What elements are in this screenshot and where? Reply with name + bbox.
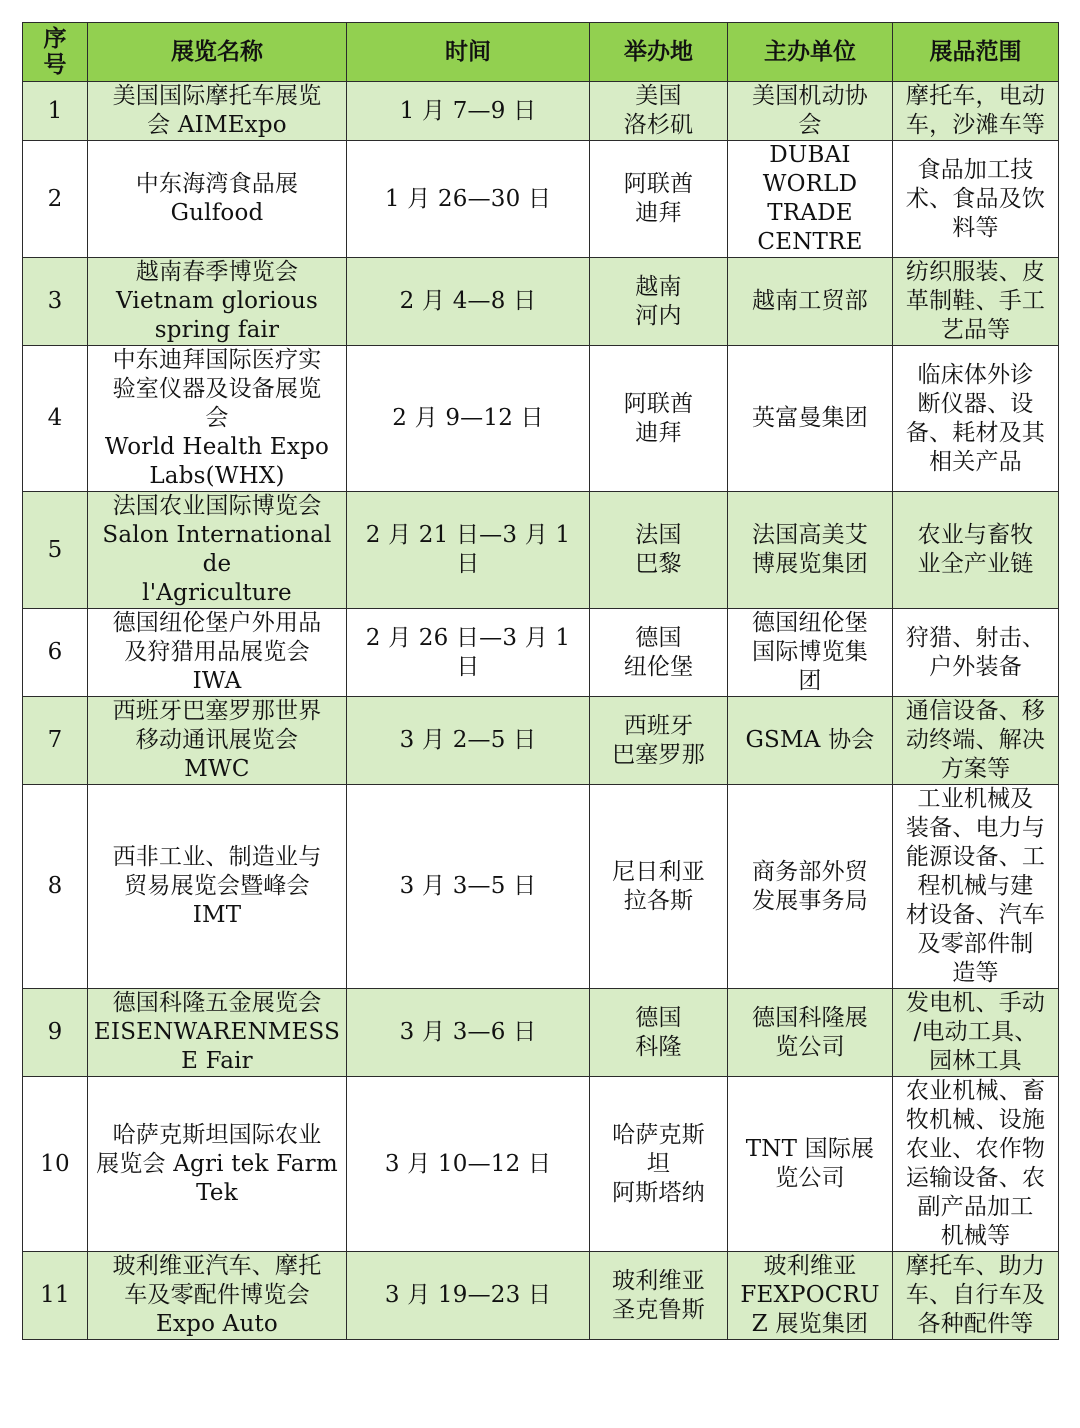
cell-organizer: 德国科隆展 览公司 [728, 989, 893, 1077]
cell-scope: 农业与畜牧 业全产业链 [893, 492, 1059, 609]
cell-organizer: 美国机动协 会 [728, 82, 893, 141]
cell-scope: 狩猎、射击、 户外装备 [893, 609, 1059, 697]
cell-place: 尼日利亚 拉各斯 [590, 785, 728, 989]
cell-no: 8 [23, 785, 88, 989]
header-time: 时间 [347, 23, 590, 82]
table-row [23, 346, 1059, 492]
table-row [23, 609, 1059, 697]
cell-time: 2 月 9—12 日 [347, 346, 590, 492]
cell-scope: 通信设备、移 动终端、解决 方案等 [893, 697, 1059, 785]
cell-place: 法国 巴黎 [590, 492, 728, 609]
cell-organizer: 玻利维亚 FEXPOCRU Z 展览集团 [728, 1252, 893, 1340]
cell-no: 6 [23, 609, 88, 697]
cell-scope: 农业机械、畜 牧机械、设施 农业、农作物 运输设备、农 副产品加工 机械等 [893, 1077, 1059, 1252]
cell-name: 西班牙巴塞罗那世界 移动通讯展览会 MWC [88, 697, 347, 785]
cell-name: 法国农业国际博览会 Salon International de l'Agriculture [88, 492, 347, 609]
cell-time: 3 月 3—6 日 [347, 989, 590, 1077]
cell-time: 3 月 10—12 日 [347, 1077, 590, 1252]
cell-scope: 发电机、手动 /电动工具、 园林工具 [893, 989, 1059, 1077]
cell-place: 越南 河内 [590, 258, 728, 346]
cell-organizer: 法国高美艾 博展览集团 [728, 492, 893, 609]
cell-scope: 工业机械及 装备、电力与 能源设备、工 程机械与建 材设备、汽车 及零部件制 造等 [893, 785, 1059, 989]
cell-place: 玻利维亚 圣克鲁斯 [590, 1252, 728, 1340]
table-row [23, 492, 1059, 609]
cell-no: 4 [23, 346, 88, 492]
cell-place: 德国 纽伦堡 [590, 609, 728, 697]
cell-scope: 摩托车、助力 车、自行车及 各种配件等 [893, 1252, 1059, 1340]
cell-scope: 纺织服装、皮 革制鞋、手工 艺品等 [893, 258, 1059, 346]
cell-name: 西非工业、制造业与 贸易展览会暨峰会 IMT [88, 785, 347, 989]
cell-place: 哈萨克斯 坦 阿斯塔纳 [590, 1077, 728, 1252]
cell-time: 1 月 7—9 日 [347, 82, 590, 141]
table-row [23, 141, 1059, 258]
cell-name: 中东海湾食品展 Gulfood [88, 141, 347, 258]
cell-organizer: 英富曼集团 [728, 346, 893, 492]
table-row [23, 697, 1059, 785]
header-scope: 展品范围 [893, 23, 1059, 82]
cell-name: 越南春季博览会 Vietnam glorious spring fair [88, 258, 347, 346]
cell-no: 3 [23, 258, 88, 346]
cell-place: 德国 科隆 [590, 989, 728, 1077]
table-row [23, 1077, 1059, 1252]
header-place: 举办地 [590, 23, 728, 82]
cell-organizer: GSMA 协会 [728, 697, 893, 785]
cell-name: 哈萨克斯坦国际农业 展览会 Agri tek Farm Tek [88, 1077, 347, 1252]
cell-time: 2 月 26 日—3 月 1 日 [347, 609, 590, 697]
cell-organizer: 商务部外贸 发展事务局 [728, 785, 893, 989]
cell-scope: 临床体外诊 断仪器、设 备、耗材及其 相关产品 [893, 346, 1059, 492]
cell-no: 7 [23, 697, 88, 785]
table-row [23, 82, 1059, 141]
cell-no: 2 [23, 141, 88, 258]
cell-name: 中东迪拜国际医疗实 验室仪器及设备展览 会 World Health Expo Labs(WHX) [88, 346, 347, 492]
cell-no: 10 [23, 1077, 88, 1252]
table-row [23, 1252, 1059, 1340]
cell-time: 2 月 4—8 日 [347, 258, 590, 346]
cell-name: 德国科隆五金展览会 EISENWARENMESS E Fair [88, 989, 347, 1077]
cell-place: 阿联酋 迪拜 [590, 346, 728, 492]
cell-no: 5 [23, 492, 88, 609]
cell-time: 3 月 3—5 日 [347, 785, 590, 989]
cell-time: 3 月 2—5 日 [347, 697, 590, 785]
cell-name: 德国纽伦堡户外用品 及狩猎用品展览会 IWA [88, 609, 347, 697]
cell-no: 1 [23, 82, 88, 141]
cell-place: 西班牙 巴塞罗那 [590, 697, 728, 785]
cell-time: 2 月 21 日—3 月 1 日 [347, 492, 590, 609]
header-no: 序 号 [23, 23, 88, 82]
header-name: 展览名称 [88, 23, 347, 82]
cell-scope: 摩托车，电动 车，沙滩车等 [893, 82, 1059, 141]
table-row [23, 989, 1059, 1077]
cell-place: 阿联酋 迪拜 [590, 141, 728, 258]
exhibition-table [22, 22, 1059, 1340]
cell-scope: 食品加工技 术、食品及饮 料等 [893, 141, 1059, 258]
cell-name: 美国国际摩托车展览 会 AIMExpo [88, 82, 347, 141]
cell-organizer: 越南工贸部 [728, 258, 893, 346]
cell-no: 9 [23, 989, 88, 1077]
cell-organizer: 德国纽伦堡 国际博览集 团 [728, 609, 893, 697]
header-organizer: 主办单位 [728, 23, 893, 82]
cell-no: 11 [23, 1252, 88, 1340]
cell-time: 3 月 19—23 日 [347, 1252, 590, 1340]
table-row [23, 258, 1059, 346]
cell-time: 1 月 26—30 日 [347, 141, 590, 258]
table-header-row [23, 23, 1059, 82]
cell-organizer: TNT 国际展 览公司 [728, 1077, 893, 1252]
cell-name: 玻利维亚汽车、摩托 车及零配件博览会 Expo Auto [88, 1252, 347, 1340]
cell-place: 美国 洛杉矶 [590, 82, 728, 141]
cell-organizer: DUBAI WORLD TRADE CENTRE [728, 141, 893, 258]
table-row [23, 785, 1059, 989]
